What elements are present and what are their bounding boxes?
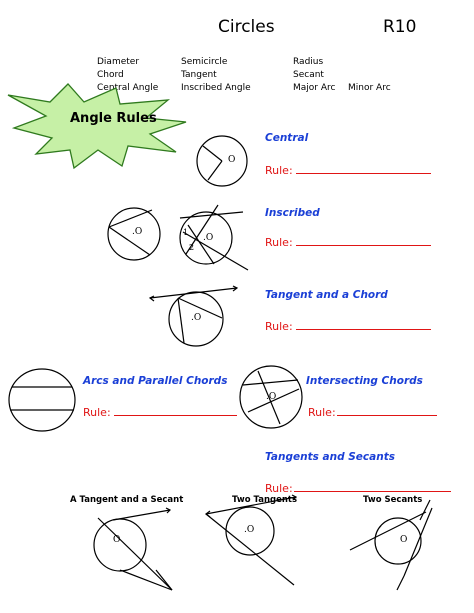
label-two-tangents: Two Tangents	[232, 495, 298, 505]
rule-central	[265, 163, 431, 177]
center-label: .O	[266, 392, 277, 402]
vocab-term: Major Arc	[293, 83, 336, 93]
worksheet-code: R10	[383, 17, 417, 37]
rule-answer-line[interactable]	[114, 405, 237, 416]
center-label: .O	[132, 227, 143, 237]
section-title-tangent-chord: Tangent and a Chord	[265, 289, 388, 301]
center-label: .O	[244, 525, 255, 535]
rule-tangents-secants	[265, 481, 451, 495]
vocab-term: Inscribed Angle	[181, 83, 251, 93]
rule-label: Rule:	[265, 320, 293, 333]
section-title-central: Central	[265, 132, 309, 144]
vocab-term: Semicircle	[181, 57, 228, 67]
vocab-term: Secant	[293, 70, 324, 80]
angle-2-label: 2	[189, 243, 195, 252]
section-title-tangents-secants: Tangents and Secants	[265, 451, 395, 463]
inscribed-angle-diagram	[108, 205, 248, 270]
starburst-label: Angle Rules	[70, 111, 157, 126]
page-title: Circles	[218, 17, 275, 37]
two-secants-diagram	[350, 500, 432, 590]
rule-label: Rule:	[83, 406, 111, 419]
label-tangent-secant: A Tangent and a Secant	[70, 495, 184, 505]
tangent-secant-diagram	[94, 508, 172, 590]
starburst-shape	[8, 84, 186, 168]
section-title-intersecting-chords: Intersecting Chords	[306, 375, 423, 387]
section-title-inscribed: Inscribed	[265, 207, 320, 219]
rule-answer-line[interactable]	[337, 405, 437, 416]
vocab-term: Central Angle	[97, 83, 159, 93]
center-label: .O	[191, 313, 202, 323]
vocab-term: Radius	[293, 57, 324, 67]
rule-tangent-chord	[265, 319, 431, 333]
rule-intersecting-chords	[308, 405, 437, 419]
rule-label: Rule:	[308, 406, 336, 419]
center-label: .O	[203, 233, 214, 243]
parallel-chords-diagram	[9, 369, 75, 431]
vocab-term: Diameter	[97, 57, 140, 67]
central-angle-diagram	[197, 136, 247, 186]
rule-inscribed	[265, 235, 431, 249]
rule-label: Rule:	[265, 236, 293, 249]
angle-1-label: 1	[183, 228, 189, 237]
rule-answer-line[interactable]	[296, 163, 431, 174]
label-two-secants: Two Secants	[363, 495, 423, 505]
rule-parallel-chords	[83, 405, 237, 419]
rule-label: Rule:	[265, 482, 293, 495]
vocab-term: Chord	[97, 70, 124, 80]
rule-answer-line[interactable]	[296, 319, 431, 330]
center-label: O	[400, 535, 408, 545]
section-title-parallel-chords: Arcs and Parallel Chords	[83, 375, 228, 387]
center-label: O	[113, 535, 121, 545]
vocab-term: Tangent	[181, 70, 217, 80]
rule-label: Rule:	[265, 164, 293, 177]
rule-answer-line[interactable]	[296, 235, 431, 246]
two-tangents-diagram	[206, 495, 296, 585]
center-label: O	[228, 155, 236, 165]
rule-answer-line[interactable]	[294, 481, 451, 492]
vocab-term: Minor Arc	[348, 83, 391, 93]
